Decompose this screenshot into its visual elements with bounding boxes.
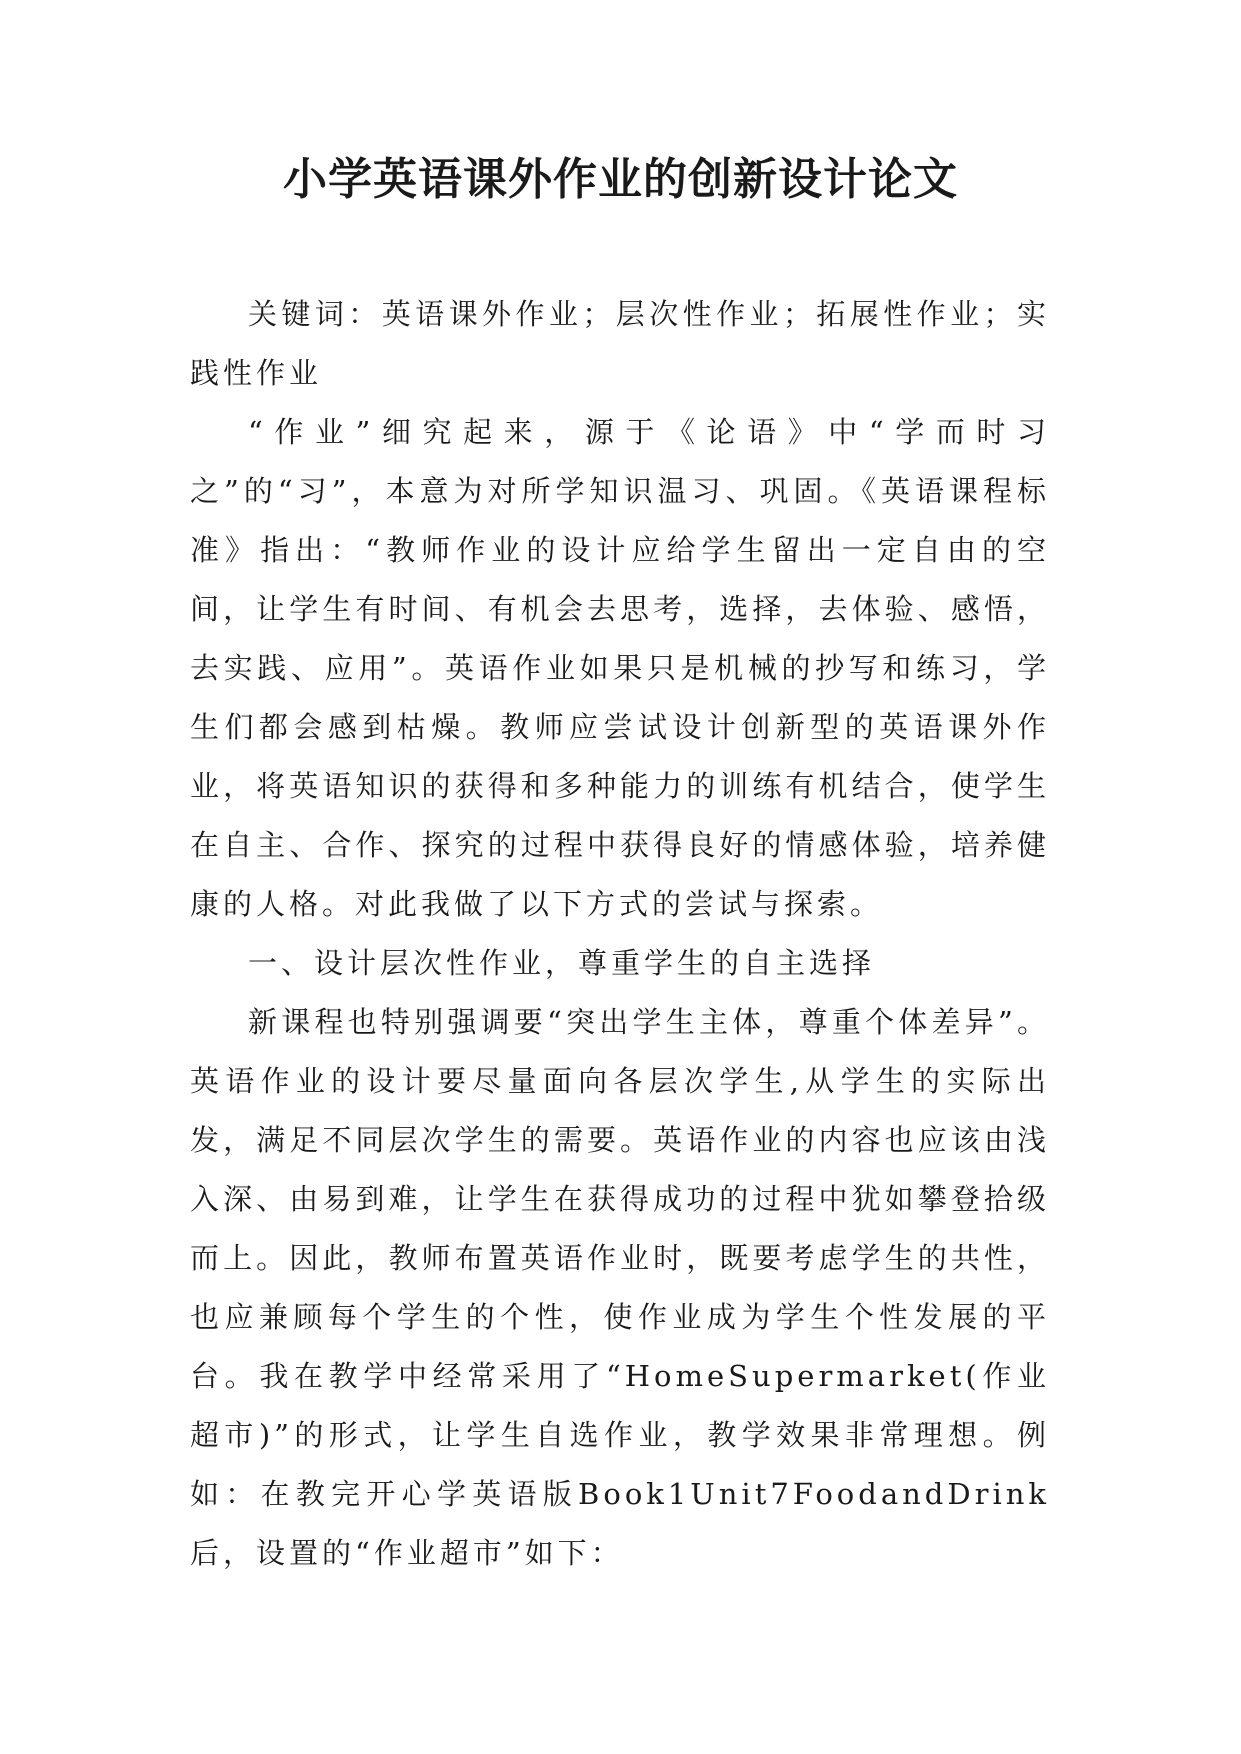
document-title: 小学英语课外作业的创新设计论文 [283, 154, 958, 205]
section-heading: 一、设计层次性作业，尊重学生的自主选择 [248, 946, 876, 980]
document-body [190, 285, 1050, 1583]
keywords-paragraph: 关键词：英语课外作业；层次性作业；拓展性作业；实践性作业 [190, 297, 1050, 390]
section-paragraph: 新课程也特别强调要“突出学生主体，尊重个体差异”。英语作业的设计要尽量面向各层次学生,从学生的实际出发，满足不同层次学生的需要。英语作业的内容也应该由浅入深、由易到难，让学生在获得成功的过程中犹如攀登拾级而上。因此，教师布置英语作业时，既要考虑学生的共性，也应兼顾每个学生的个性，使作业成为学生个性发展的平台。我在教学中经常采用了“HomeSupermarket(作业超市)”的形式，让学生自选作业，教学效果非常理想。例如：在教完开心学英语版Book1Unit7FoodandDrink后，设置的“作业超市”如下： [190, 1005, 1050, 1570]
intro-paragraph: “作业”细究起来，源于《论语》中“学而时习之”的“习”，本意为对所学知识温习、巩固。《英语课程标准》指出：“教师作业的设计应给学生留出一定自由的空间，让学生有时间、有机会去思考，选择，去体验、感悟，去实践、应用”。英语作业如果只是机械的抄写和练习，学生们都会感到枯燥。教师应尝试设计创新型的英语课外作业，将英语知识的获得和多种能力的训练有机结合，使学生在自主、合作、探究的过程中获得良好的情感体验，培养健康的人格。对此我做了以下方式的尝试与探索。 [190, 415, 1050, 921]
